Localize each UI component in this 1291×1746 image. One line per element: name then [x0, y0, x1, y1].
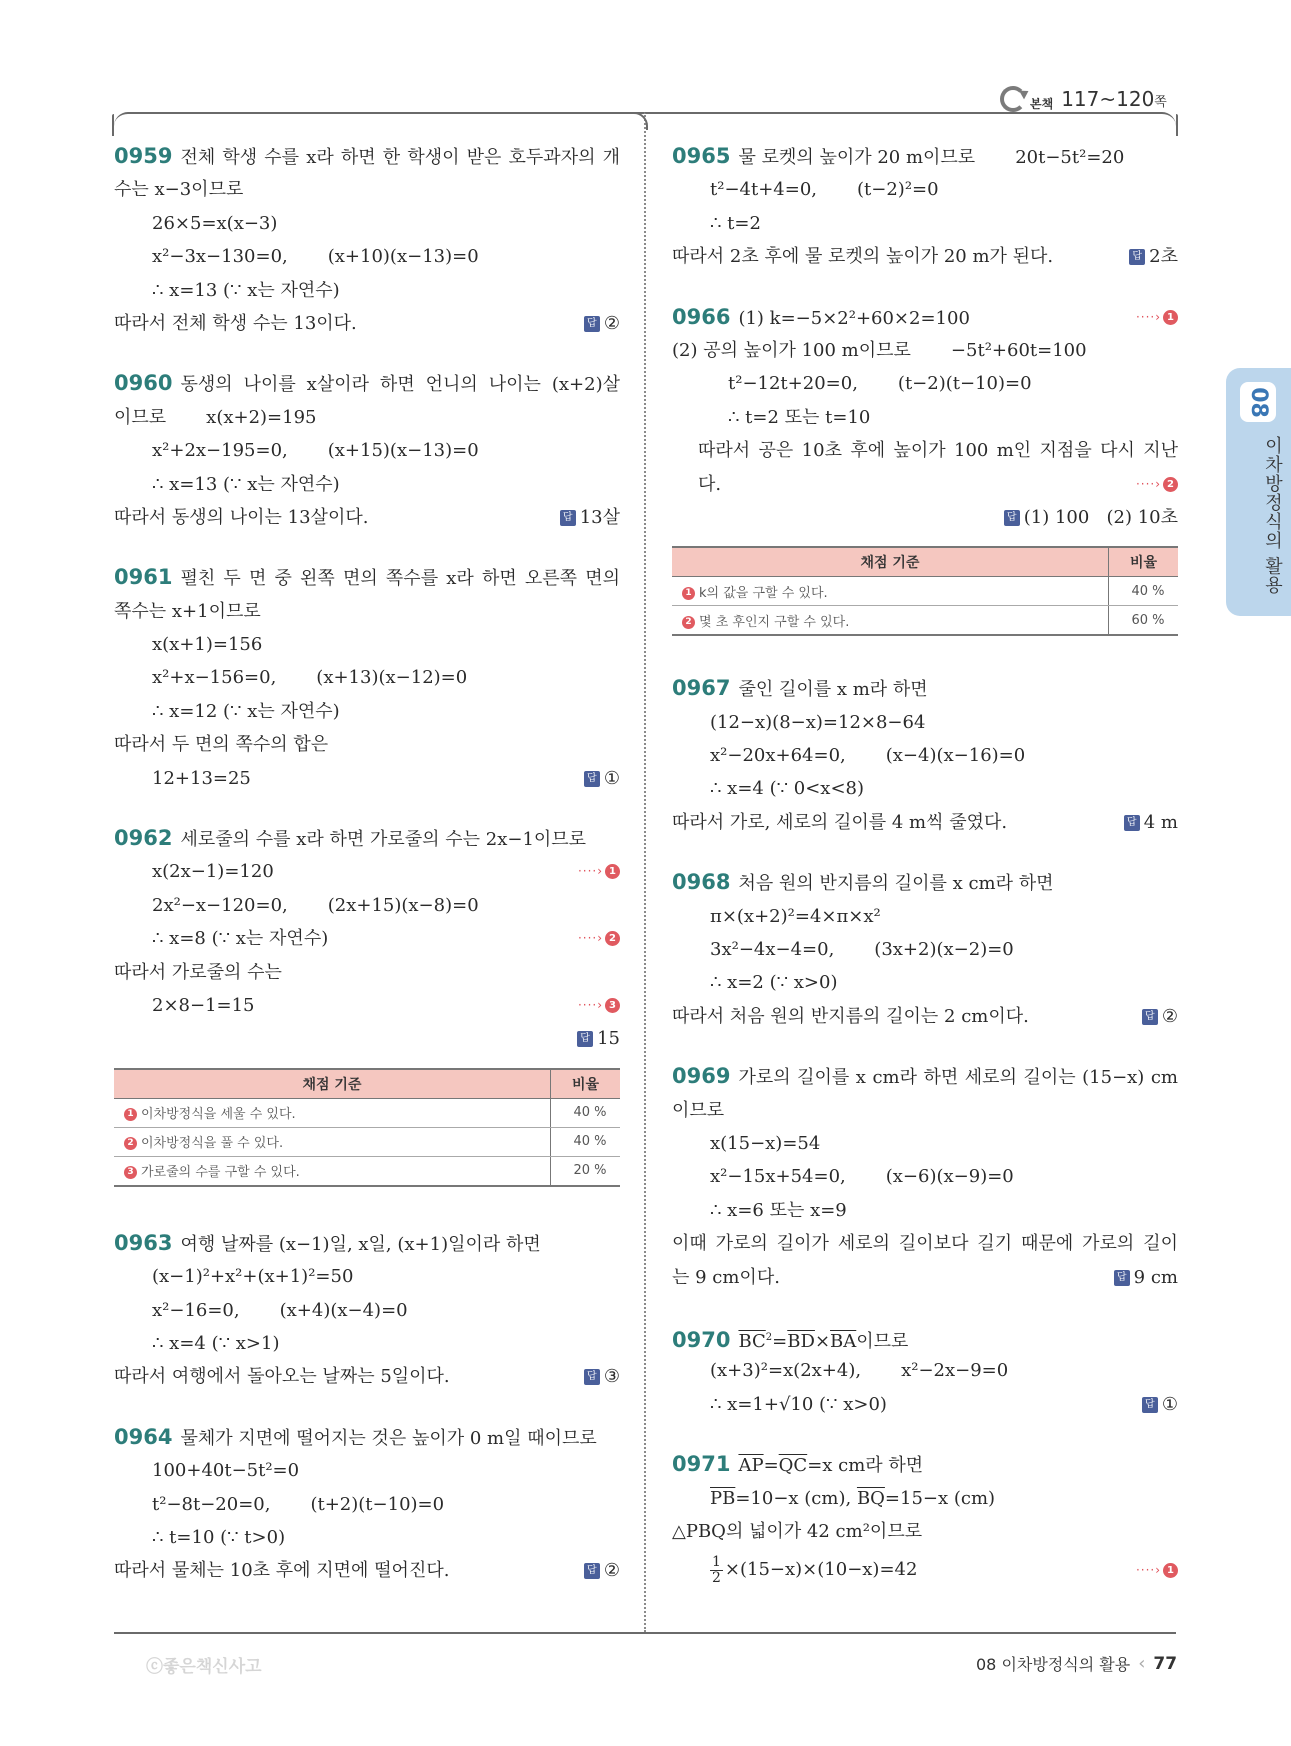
page-reference: [1000, 84, 1167, 114]
answer: 답 ②: [1142, 1000, 1178, 1033]
right-column: [672, 140, 1178, 1592]
answer-icon: 답: [584, 316, 600, 332]
footer-page-info: [976, 1652, 1177, 1675]
step-marker-2: ····› 2: [1136, 468, 1178, 501]
footer-divider: [114, 1632, 1176, 1634]
problem-number: 0963: [114, 1230, 173, 1255]
problem-number: 0961: [114, 565, 173, 590]
chapter-tab[interactable]: [1226, 368, 1291, 616]
table-row: 2 몇 초 후인지 구할 수 있다. 60 %: [672, 606, 1178, 636]
step-marker-1: ····› 1: [1136, 301, 1178, 334]
refresh-arrow-icon: [1000, 86, 1026, 112]
problem-0966: 0966 (1) k=−5×2²+60×2=100 ····› 1 (2) 공의 높이가 100 m이므로 −5t²+60t=100 t²−12t+20=0, (t−2)(t−10)=0 ∴ t=2 또는 t=10 따라서 공은 10초 후에 높이가 100 m인 지점을 다시 지난 다. ····› 2 답 (1) 100 (2) 10초 채점 기준 비율 1 k의 값을 구할 수 있다. 40 % 2 몇 초 후인지 구할 수 있다. 60 %: [672, 301, 1178, 637]
answer: 답 ③: [584, 1360, 620, 1393]
page-number: 77: [1153, 1653, 1178, 1674]
scoring-table: 채점 기준 비율 1 이차방정식을 세울 수 있다. 40 % 2 이차방정식을 풀 수 있다. 40 % 3 가로줄의 수를 구할 수 있다. 20 %: [114, 1068, 620, 1187]
answer-icon: 답: [1142, 1397, 1158, 1413]
problem-number: 0969: [672, 1064, 731, 1089]
step-marker-1: ····› 1: [1136, 1548, 1178, 1592]
answer: 답 ①: [584, 762, 620, 795]
answer: 답 ②: [584, 1554, 620, 1587]
answer-icon: 답: [577, 1031, 593, 1047]
left-column: [114, 140, 620, 1588]
copyright: ⓒ좋은책신사고: [146, 1657, 262, 1677]
footer-chapter: 08 이차방정식의 활용: [976, 1655, 1131, 1674]
problem-number: 0967: [672, 676, 731, 701]
answer-icon: 답: [584, 771, 600, 787]
table-row: 1 k의 값을 구할 수 있다. 40 %: [672, 577, 1178, 606]
chevron-left-icon: ‹: [1138, 1653, 1146, 1674]
answer-icon: 답: [1129, 249, 1145, 265]
answer-icon: 답: [1114, 1270, 1130, 1286]
problem-0970: 0970 $\overline{BC}^2=\overline{BD}\times\overline{BA}$이므로 (x+3)²=x(2x+4), x²−2x−9=0 ∴ x=1+√10 (∵ x>0) 답 ①: [672, 1321, 1178, 1421]
problem-0960: 0960 동생의 나이를 x살이라 하면 언니의 나이는 (x+2)살 이므로 x(x+2)=195 x²+2x−195=0, (x+15)(x−13)=0 ∴ x=13 (∵ x는 자연수) 따라서 동생의 나이는 13살이다. 답 13살: [114, 367, 620, 534]
problem-number: 0971: [672, 1452, 731, 1477]
problem-0961: 0961 펼친 두 면 중 왼쪽 면의 쪽수를 x라 하면 오른쪽 면의 쪽수는 x+1이므로 x(x+1)=156 x²+x−156=0, (x+13)(x−12)=0 ∴ x=12 (∵ x는 자연수) 따라서 두 면의 쪽수의 합은 12+13=25 답 ①: [114, 561, 620, 795]
problem-0964: 0964 물체가 지면에 떨어지는 것은 높이가 0 m일 때이므로 100+40t−5t²=0 t²−8t−20=0, (t+2)(t−10)=0 ∴ t=10 (∵ t>0) 따라서 물체는 10초 후에 지면에 떨어진다. 답 ②: [114, 1421, 620, 1588]
answer: 답 ①: [1142, 1388, 1178, 1421]
problem-0962: 0962 세로줄의 수를 x라 하면 가로줄의 수는 2x−1이므로 x(2x−1)=120 ····› 1 2x²−x−120=0, (2x+15)(x−8)=0 ∴ x=8 (∵ x는 자연수) ····› 2 따라서 가로줄의 수는 2×8−1=15 ····› 3 답 15 채점 기준 비율 1 이차방정식을 세울 수 있다. 40 % 2 이차방정식을 풀 수 있다. 40 % 3 가로줄의 수를 구할 수 있다. 20 %: [114, 822, 620, 1187]
answer-icon: 답: [1124, 815, 1140, 831]
problem-0971: 0971 $\overline{AP}=\overline{QC}=x$ cm라 하면 $\overline{PB}=10-x$ (cm), $\overline{BQ}=15-x$ (cm) △PBQ의 넓이가 42 cm²이므로 $\frac{1}{2}$ ×(15−x)×(10−x)=42 ····› 1: [672, 1448, 1178, 1592]
answer: 답 15: [577, 1022, 620, 1055]
problem-number: 0959: [114, 144, 173, 168]
answer: 답 13살: [560, 501, 620, 534]
problem-0968: 0968 처음 원의 반지름의 길이를 x cm라 하면 π×(x+2)²=4×π×x² 3x²−4x−4=0, (3x+2)(x−2)=0 ∴ x=2 (∵ x>0) 따라서 처음 원의 반지름의 길이는 2 cm이다. 답 ②: [672, 866, 1178, 1033]
problem-number: 0964: [114, 1424, 173, 1449]
problem-number: 0965: [672, 144, 731, 168]
step-marker-3: ····› 3: [578, 989, 620, 1022]
table-row: 1 이차방정식을 세울 수 있다. 40 %: [114, 1098, 620, 1127]
answer: 답 2초: [1129, 240, 1178, 273]
answer-icon: 답: [1004, 510, 1020, 526]
answer-icon: 답: [584, 1563, 600, 1579]
problem-0965: 0965 물 로켓의 높이가 20 m이므로 20t−5t²=20 t²−4t+4=0, (t−2)²=0 ∴ t=2 따라서 2초 후에 물 로켓의 높이가 20 m가 된다. 답 2초: [672, 140, 1178, 274]
book-label: 본책: [1030, 96, 1054, 111]
problem-0969: 0969 가로의 길이를 x cm라 하면 세로의 길이는 (15−x) cm 이므로 x(15−x)=54 x²−15x+54=0, (x−6)(x−9)=0 ∴ x=6 또는 x=9 이때 가로의 길이가 세로의 길이보다 길기 때문에 가로의 길이 는 9 cm이다. 답 9 cm: [672, 1060, 1178, 1294]
problem-number: 0968: [672, 870, 731, 895]
answer-icon: 답: [1142, 1009, 1158, 1025]
answer: 답 (1) 100 (2) 10초: [1004, 501, 1178, 534]
answer: 답 9 cm: [1114, 1261, 1178, 1294]
answer-icon: 답: [560, 510, 576, 526]
page-range: 117~120쪽: [1061, 87, 1167, 111]
step-marker-2: ····› 2: [578, 922, 620, 955]
answer: 답 4 m: [1124, 806, 1178, 839]
scoring-table: 채점 기준 비율 1 k의 값을 구할 수 있다. 40 % 2 몇 초 후인지 구할 수 있다. 60 %: [672, 546, 1178, 636]
problem-0963: 0963 여행 날짜를 (x−1)일, x일, (x+1)일이라 하면 (x−1)²+x²+(x+1)²=50 x²−16=0, (x+4)(x−4)=0 ∴ x=4 (∵ x>1) 따라서 여행에서 돌아오는 날짜는 5일이다. 답 ③: [114, 1227, 620, 1394]
table-row: 2 이차방정식을 풀 수 있다. 40 %: [114, 1127, 620, 1156]
table-row: 3 가로줄의 수를 구할 수 있다. 20 %: [114, 1156, 620, 1186]
problem-number: 0962: [114, 826, 173, 851]
problem-0959: 0959 전체 학생 수를 x라 하면 한 학생이 받은 호두과자의 개 수는 x−3이므로 26×5=x(x−3) x²−3x−130=0, (x+10)(x−13)=0 ∴ x=13 (∵ x는 자연수) 따라서 전체 학생 수는 13이다. 답 ②: [114, 140, 620, 340]
answer: 답 ②: [584, 307, 620, 340]
answer-icon: 답: [584, 1369, 600, 1385]
problem-number: 0966: [672, 304, 731, 329]
problem-0967: 0967 줄인 길이를 x m라 하면 (12−x)(8−x)=12×8−64 x²−20x+64=0, (x−4)(x−16)=0 ∴ x=4 (∵ 0<x<8) 따라서 가로, 세로의 길이를 4 m씩 줄였다. 답 4 m: [672, 672, 1178, 839]
problem-number: 0970: [672, 1327, 731, 1352]
fraction: $\frac{1}{2}$: [712, 1553, 721, 1586]
step-marker-1: ····› 1: [578, 855, 620, 888]
problem-number: 0960: [114, 371, 173, 396]
chapter-title: 이차방정식의 활용: [1262, 436, 1283, 595]
chapter-number: 08: [1240, 382, 1276, 422]
